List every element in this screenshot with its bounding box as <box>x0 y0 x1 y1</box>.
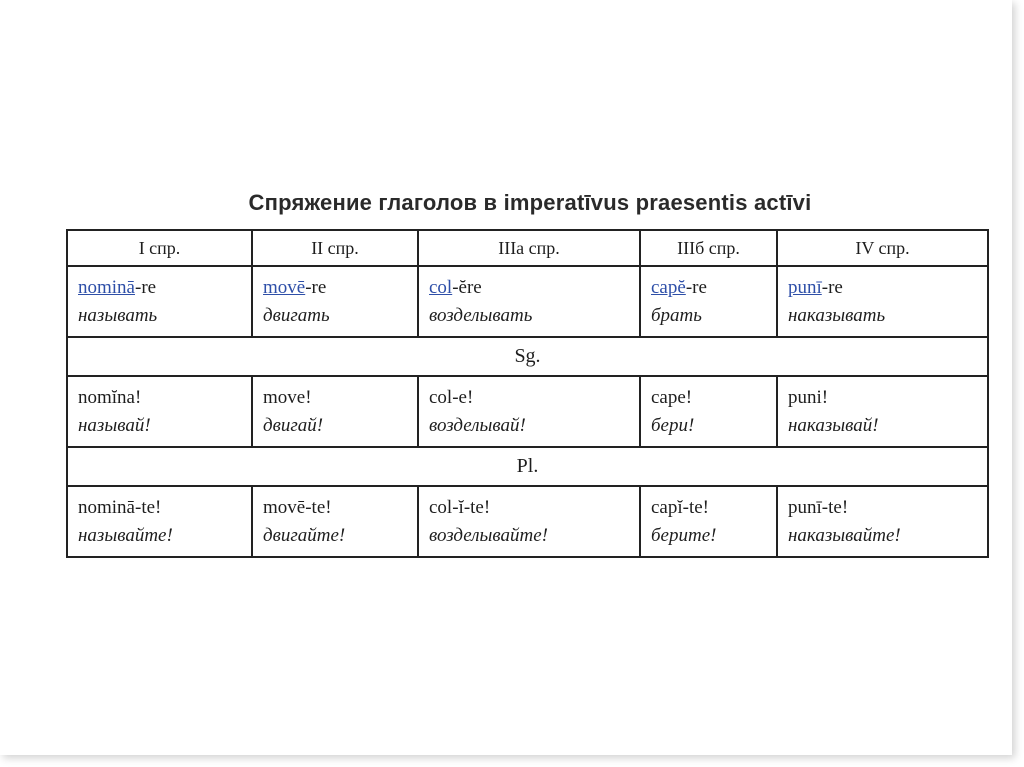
header-cell: II спр. <box>252 230 418 266</box>
ending: -re <box>305 276 327 298</box>
singular-cell <box>418 376 640 447</box>
imperative-form: nomĭna! <box>78 386 142 408</box>
translation: двигать <box>263 304 330 326</box>
translation: называйте! <box>78 524 173 546</box>
plural-cell <box>418 486 640 557</box>
conjugation-table <box>66 229 989 558</box>
stem-link[interactable]: punī <box>788 276 822 298</box>
stem-link[interactable]: capĕ <box>651 276 686 298</box>
stem-link[interactable]: col <box>429 276 453 298</box>
singular-label: Sg. <box>67 337 988 376</box>
ending: -re <box>685 276 707 298</box>
page-title: Спряжение глаголов в imperatīvus praesentis actīvi <box>248 190 812 215</box>
translation: брать <box>651 304 702 326</box>
translation: наказывать <box>788 304 886 326</box>
ending: -re <box>821 276 843 298</box>
plural-label: Pl. <box>67 447 988 486</box>
translation: двигайте! <box>263 524 346 546</box>
ending: -ĕre <box>452 276 482 298</box>
plural-row <box>67 486 988 557</box>
header-cell: IIIб спр. <box>640 230 777 266</box>
imperative-form: cape! <box>651 386 693 408</box>
header-cell: IV спр. <box>777 230 988 266</box>
translation: возделывать <box>429 304 533 326</box>
imperative-form: move! <box>263 386 312 408</box>
stem-link[interactable]: movē <box>263 276 306 298</box>
imperative-form: puni! <box>788 386 829 408</box>
translation: берите! <box>651 524 717 546</box>
imperative-form: capĭ-te! <box>651 496 710 518</box>
stem-link[interactable]: nominā <box>78 276 135 298</box>
translation: возделывайте! <box>429 524 548 546</box>
singular-cell <box>777 376 988 447</box>
imperative-form: col-e! <box>429 386 474 408</box>
translation: двигай! <box>263 414 324 436</box>
singular-cell <box>640 376 777 447</box>
header-cell: I спр. <box>67 230 252 266</box>
imperative-form: punī-te! <box>788 496 849 518</box>
plural-cell <box>67 486 252 557</box>
translation: называть <box>78 304 158 326</box>
header-row <box>67 230 988 266</box>
plural-cell <box>252 486 418 557</box>
imperative-form: col-ĭ-te! <box>429 496 491 518</box>
infinitive-row <box>67 266 988 337</box>
translation: наказывайте! <box>788 524 901 546</box>
singular-row <box>67 376 988 447</box>
ending: -re <box>135 276 157 298</box>
header-cell: IIIа спр. <box>418 230 640 266</box>
singular-cell <box>67 376 252 447</box>
singular-cell <box>252 376 418 447</box>
translation: бери! <box>651 414 695 436</box>
singular-label-row <box>67 337 988 376</box>
imperative-form: nominā-te! <box>78 496 162 518</box>
plural-cell <box>777 486 988 557</box>
infinitive-cell <box>252 266 418 337</box>
infinitive-cell <box>640 266 777 337</box>
imperative-form: movē-te! <box>263 496 332 518</box>
plural-cell <box>640 486 777 557</box>
infinitive-cell <box>418 266 640 337</box>
plural-label-row <box>67 447 988 486</box>
infinitive-cell <box>67 266 252 337</box>
translation: называй! <box>78 414 151 436</box>
translation: возделывай! <box>429 414 526 436</box>
infinitive-cell <box>777 266 988 337</box>
translation: наказывай! <box>788 414 879 436</box>
